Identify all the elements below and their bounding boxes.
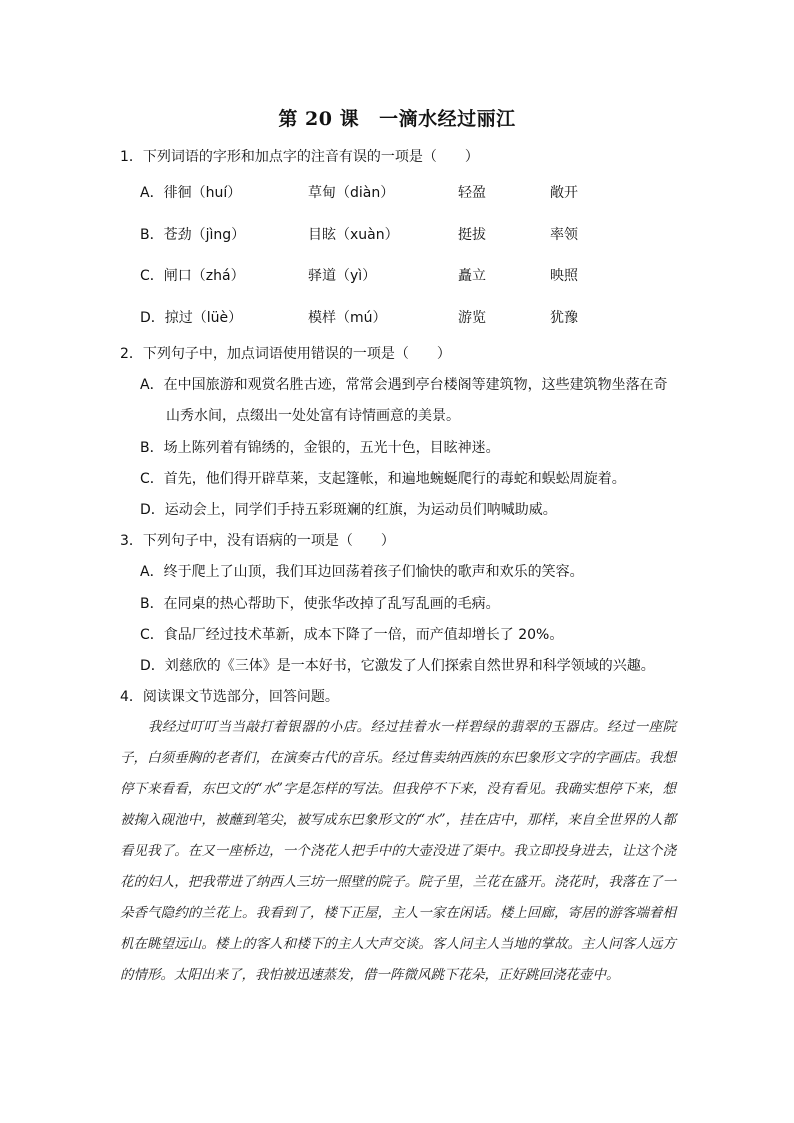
lesson-name: 一滴水经过丽江 [379, 108, 516, 130]
q2-option-b: B．场上陈列着有锦绣的，金银的，五光十色，目眩神迷。 [140, 440, 500, 456]
q1-b-word-3: 挺拔 [458, 227, 486, 243]
question-3-stem: 3．下列句子中，没有语病的一项是（ ） [120, 533, 395, 549]
q1-d-word-2: 模样（mú） [308, 310, 387, 326]
q3-option-c: C．食品厂经过技术革新，成本下降了一倍，而产值却增长了 20%。 [140, 627, 564, 643]
q1-c-word-1: C．闸口（zhá） [140, 268, 245, 284]
q1-a-word-2: 草甸（diàn） [308, 185, 395, 201]
question-1-stem: 1．下列词语的字形和加点字的注音有误的一项是（ ） [120, 149, 479, 165]
lesson-number: 第 20 课 [278, 108, 360, 130]
q1-d-word-1: D．掠过（lüè） [140, 310, 243, 326]
reading-passage: 我经过叮叮当当敲打着银器的小店。经过挂着水一样碧绿的翡翠的玉器店。经过一座院子，白须垂胸的老者们，在演奏古代的音乐。经过售卖纳西族的东巴象形文字的字画店。我想停下来看看，东巴文的“水”字是怎样的写法。但我停不下来，没有看见。我确实想停下来，想被掬入砚池中，被蘸到笔尖，被写成东巴象形文的“水”，挂在店中，那样，来自全世界的人都看见我了。在又一座桥边，一个浇花人把手中的大壶没进了渠中。我立即投身进去，让这个浇花的妇人，把我带进了纳西人三坊一照壁的院子。院子里，兰花在盛开。浇花时，我落在了一朵香气隐约的兰花上。我看到了，楼下正屋，主人一家在闲话。楼上回廊，寄居的游客端着相机在眺望远山。楼上的客人和楼下的主人大声交谈。客人问主人当地的掌故。主人问客人远方的情形。太阳出来了，我怕被迅速蒸发，借一阵微风跳下花朵，正好跳回浇花壶中。 [120, 719, 676, 983]
q2-option-d: D．运动会上，同学们手持五彩斑斓的红旗，为运动员们呐喊助威。 [140, 502, 557, 518]
question-2-stem: 2．下列句子中，加点词语使用错误的一项是（ ） [120, 346, 451, 362]
question-4-stem: 4．阅读课文节选部分，回答问题。 [120, 689, 339, 705]
q1-a-word-1: A．徘徊（huí） [140, 185, 242, 201]
q1-b-word-4: 率领 [550, 227, 578, 243]
q1-d-word-3: 游览 [458, 310, 486, 326]
q1-d-word-4: 犹豫 [550, 310, 578, 326]
q1-a-word-3: 轻盈 [458, 185, 486, 201]
q1-a-word-4: 敞开 [550, 185, 578, 201]
q3-option-d: D．刘慈欣的《三体》是一本好书，它激发了人们探索自然世界和科学领域的兴趣。 [140, 658, 655, 674]
page-title [0, 104, 794, 131]
q3-option-a: A．终于爬上了山顶，我们耳边回荡着孩子们愉快的歌声和欢乐的笑容。 [140, 564, 584, 580]
q1-b-word-2: 目眩（xuàn） [308, 227, 399, 243]
q2-option-a-line-2: 山秀水间，点缀出一处处富有诗情画意的美景。 [166, 408, 460, 424]
q1-c-word-2: 驿道（yì） [308, 268, 377, 284]
q3-option-b: B．在同桌的热心帮助下，使张华改掉了乱写乱画的毛病。 [140, 596, 500, 612]
q2-option-c: C．首先，他们得开辟草莱，支起篷帐，和遍地蜿蜒爬行的毒蛇和蜈蚣周旋着。 [140, 471, 626, 487]
q2-option-a-line-1: A．在中国旅游和观赏名胜古迹，常常会遇到亭台楼阁等建筑物，这些建筑物坐落在奇 [140, 377, 668, 393]
q1-c-word-3: 矗立 [458, 268, 486, 284]
q1-b-word-1: B．苍劲（jìng） [140, 227, 246, 243]
q1-c-word-4: 映照 [550, 268, 578, 284]
